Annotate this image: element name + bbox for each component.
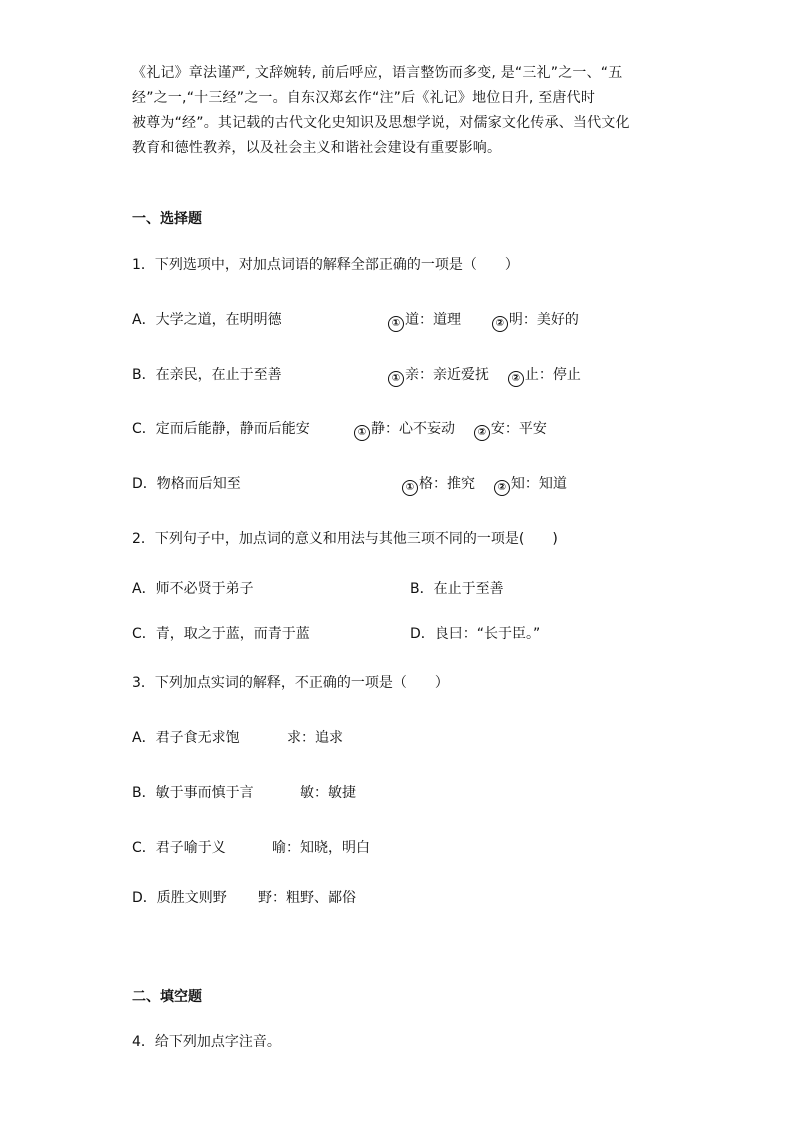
- intro-line: 《礼记》章法谨严, 文辞婉转, 前后呼应，语言整饬而多变, 是“三礼”之一、“五: [132, 65, 623, 81]
- q3-option-a-explanation: 求：追求: [287, 730, 343, 746]
- q1-option-a-explanation: ① 道：道理 ② 明：美好的: [388, 311, 579, 332]
- circled-number-icon: ②: [474, 425, 490, 441]
- q3-option-b: B．敏于事而慎于言: [132, 785, 254, 801]
- q3-option-c-explanation: 喻：知晓，明白: [272, 840, 370, 856]
- q1-option-c: C．定而后能静，静而后能安: [132, 421, 310, 437]
- q2-option-b: B．在止于至善: [410, 581, 504, 597]
- circled-number-icon: ②: [492, 316, 508, 332]
- circled-number-icon: ①: [388, 371, 404, 387]
- section-heading-choice: 一、选择题: [132, 211, 202, 227]
- q3-option-c: C．君子喻于义: [132, 840, 226, 856]
- circled-number-icon: ①: [388, 316, 404, 332]
- intro-line: 经”之一,“十三经”之一。自东汉郑玄作“注”后《礼记》地位日升, 至唐代时: [132, 90, 596, 106]
- intro-paragraph: [132, 61, 662, 161]
- q1-option-b-explanation: ① 亲：亲近爱抚 ② 止：停止: [388, 366, 581, 387]
- circled-number-icon: ②: [508, 371, 524, 387]
- q1-option-b: B．在亲民，在止于至善: [132, 367, 282, 383]
- circled-number-icon: ②: [494, 480, 510, 496]
- q2-option-c: C．青，取之于蓝，而青于蓝: [132, 626, 310, 642]
- q1-option-d: D．物格而后知至: [132, 476, 241, 492]
- question-2-stem: 2．下列句子中，加点词的意义和用法与其他三项不同的一项是( ): [132, 531, 558, 547]
- question-4-stem: 4．给下列加点字注音。: [132, 1034, 281, 1050]
- q3-option-a: A．君子食无求饱: [132, 730, 240, 746]
- q1-option-c-explanation: ① 静：心不妄动 ② 安：平安: [354, 420, 547, 441]
- q1-option-a: A．大学之道，在明明德: [132, 312, 282, 328]
- intro-line: 教育和德性教养，以及社会主义和谐社会建设有重要影响。: [132, 140, 502, 156]
- section-heading-fill: 二、填空题: [132, 989, 202, 1005]
- intro-line: 被尊为“经”。其记载的古代文化史知识及思想学说，对儒家文化传承、当代文化: [132, 115, 630, 131]
- question-1-stem: 1．下列选项中，对加点词语的解释全部正确的一项是（ ）: [132, 257, 519, 273]
- q1-option-d-explanation: ① 格：推究 ② 知：知道: [402, 475, 567, 496]
- q3-option-d: D．质胜文则野: [132, 890, 227, 906]
- q2-option-d: D．良曰：“长于臣。”: [410, 626, 541, 642]
- q3-option-d-explanation: 野：粗野、鄙俗: [258, 890, 356, 906]
- q2-option-a: A．师不必贤于弟子: [132, 581, 254, 597]
- circled-number-icon: ①: [354, 425, 370, 441]
- circled-number-icon: ①: [402, 480, 418, 496]
- q3-option-b-explanation: 敏：敏捷: [300, 785, 356, 801]
- question-3-stem: 3．下列加点实词的解释，不正确的一项是（ ）: [132, 675, 449, 691]
